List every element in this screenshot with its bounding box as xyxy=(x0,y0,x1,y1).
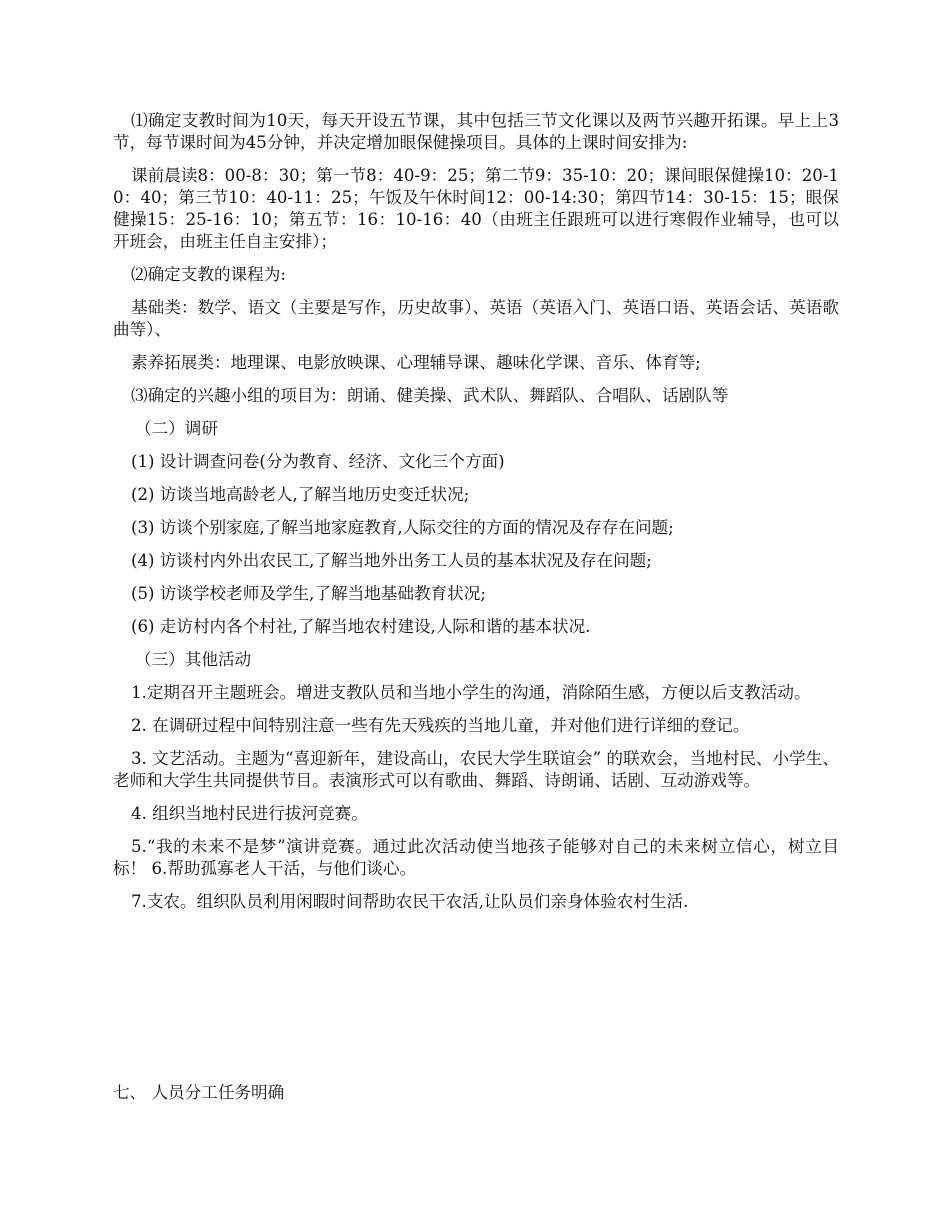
list-item-research-4: (4) 访谈村内外出农民工,了解当地外出务工人员的基本状况及存在问题; xyxy=(131,551,652,570)
section-heading-staff-division: 七、 人员分工任务明确 xyxy=(113,1083,285,1102)
list-item-activity-4: 4. 组织当地村民进行拔河竞赛。 xyxy=(131,804,368,823)
paragraph-extension-courses: 素养拓展类：地理课、电影放映课、心理辅导课、趣味化学课、音乐、体育等; xyxy=(131,353,701,372)
list-item-research-1: (1) 设计调查问卷(分为教育、经济、文化三个方面) xyxy=(131,452,505,471)
document-body xyxy=(113,110,839,924)
subheading-other-activities: （三）其他活动 xyxy=(135,650,252,669)
list-item-activity-1: 1.定期召开主题班会。增进支教队员和当地小学生的沟通，消除陌生感，方便以后支教活动。 xyxy=(131,683,811,702)
list-item-research-5: (5) 访谈学校老师及学生,了解当地基础教育状况; xyxy=(131,584,486,603)
subheading-research: （二）调研 xyxy=(135,419,218,438)
list-item-activity-3: 3. 文艺活动。主题为“喜迎新年，建设高山，农民大学生联谊会” 的联欢会，当地村民、小学生、老师和大学生共同提供节目。表演形式可以有歌曲、舞蹈、诗朗诵、话剧、互动游戏等。 xyxy=(113,749,839,790)
list-item-activity-7: 7.支农。组织队员利用闲暇时间帮助农民干农活,让队员们亲身体验农村生活. xyxy=(131,892,689,911)
paragraph-class-timetable: 课前晨读8：00-8：30；第一节8：40-9：25；第二节9：35-10：20；课间眼保健操10：20-10：40；第三节10：40-11：25；午饭及午休时间12：00-14:30；第四节14：30-15：15；眼保健操15：25-16：10；第五节：16：10-16：40（由班主任跟班可以进行寒假作业辅导，也可以开班会，由班主任自主安排）； xyxy=(113,166,839,251)
list-item-activity-5-6: 5.“我的未来不是梦”演讲竞赛。通过此次活动使当地孩子能够对自己的未来树立信心，树立目标！ 6.帮助孤寡老人干活，与他们谈心。 xyxy=(113,837,839,878)
paragraph-interest-groups: ⑶确定的兴趣小组的项目为：朗诵、健美操、武术队、舞蹈队、合唱队、话剧队等 xyxy=(131,386,729,405)
list-item-activity-2: 2. 在调研过程中间特别注意一些有先天残疾的当地儿童，并对他们进行详细的登记。 xyxy=(131,716,750,735)
list-item-research-6: (6) 走访村内各个村社,了解当地农村建设,人际和谐的基本状况. xyxy=(131,617,591,636)
list-item-research-3: (3) 访谈个别家庭,了解当地家庭教育,人际交往的方面的情况及存存在问题; xyxy=(131,518,674,537)
paragraph-curriculum-title: ⑵确定支教的课程为: xyxy=(131,265,286,284)
paragraph-schedule-intro: ⑴确定支教时间为10天，每天开设五节课，其中包括三节文化课以及两节兴趣开拓课。早上上3节，每节课时间为45分钟，并决定增加眼保健操项目。具体的上课时间安排为: xyxy=(113,111,839,152)
list-item-research-2: (2) 访谈当地高龄老人,了解当地历史变迁状况; xyxy=(131,485,470,504)
paragraph-basic-courses: 基础类：数学、语文（主要是写作，历史故事）、英语（英语入门、英语口语、英语会话、英语歌曲等）、 xyxy=(113,298,839,339)
